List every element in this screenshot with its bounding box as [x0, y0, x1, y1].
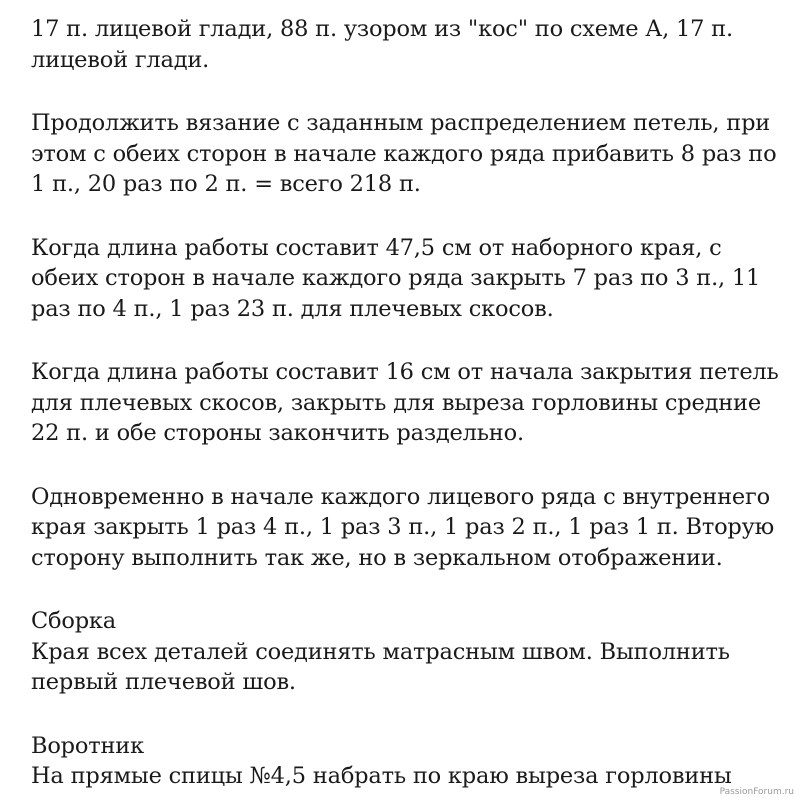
- watermark: PassionForum.ru: [719, 787, 794, 797]
- text-line: раз по 4 п., 1 раз 23 п. для плечевых скосов.: [31, 295, 554, 322]
- paragraph-shoulder-bevel: [31, 233, 791, 325]
- text-line: Края всех деталей соединять матрасным швом. Выполнить: [31, 638, 730, 665]
- text-line: 1 п., 20 раз по 2 п. = всего 218 п.: [31, 171, 421, 197]
- text-line: Когда длина работы составит 16 см от начала закрытия петель: [31, 359, 779, 385]
- text-line: обеих сторон в начале каждого ряда закрыть 7 раз по 3 п., 11: [31, 265, 761, 291]
- document-page: [31, 14, 791, 792]
- text-line: для плечевых скосов, закрыть для выреза горловины средние: [31, 389, 761, 416]
- section-heading: Воротник: [31, 732, 144, 759]
- paragraph-neckline: [31, 357, 791, 449]
- text-line: этом с обеих сторон в начале каждого ряда прибавить 8 раз по: [31, 140, 777, 167]
- section-heading: Сборка: [31, 608, 116, 634]
- section-assembly: [31, 606, 791, 698]
- paragraph-inner-edge: [31, 482, 791, 574]
- text-line: 22 п. и обе стороны закончить раздельно.: [31, 420, 524, 446]
- section-collar: [31, 731, 791, 792]
- text-line: Продолжить вязание с заданным распределением петель, при: [31, 110, 771, 136]
- text-line: края закрыть 1 раз 4 п., 1 раз 3 п., 1 раз 2 п., 1 раз 1 п. Вторую: [31, 514, 775, 540]
- text-line: лицевой глади.: [31, 46, 210, 73]
- text-line: 17 п. лицевой глади, 88 п. узором из "кос" по схеме А, 17 п.: [31, 16, 733, 42]
- paragraph-stitch-layout: [31, 14, 791, 75]
- text-line: На прямые спицы №4,5 набрать по краю выреза горловины: [31, 763, 732, 789]
- paragraph-increase: [31, 108, 791, 200]
- text-line: Когда длина работы составит 47,5 см от наборного края, с: [31, 234, 722, 261]
- text-line: сторону выполнить так же, но в зеркальном отображении.: [31, 544, 723, 571]
- text-line: Одновременно в начале каждого лицевого ряда с внутреннего: [31, 483, 770, 510]
- text-line: первый плечевой шов.: [31, 669, 296, 695]
